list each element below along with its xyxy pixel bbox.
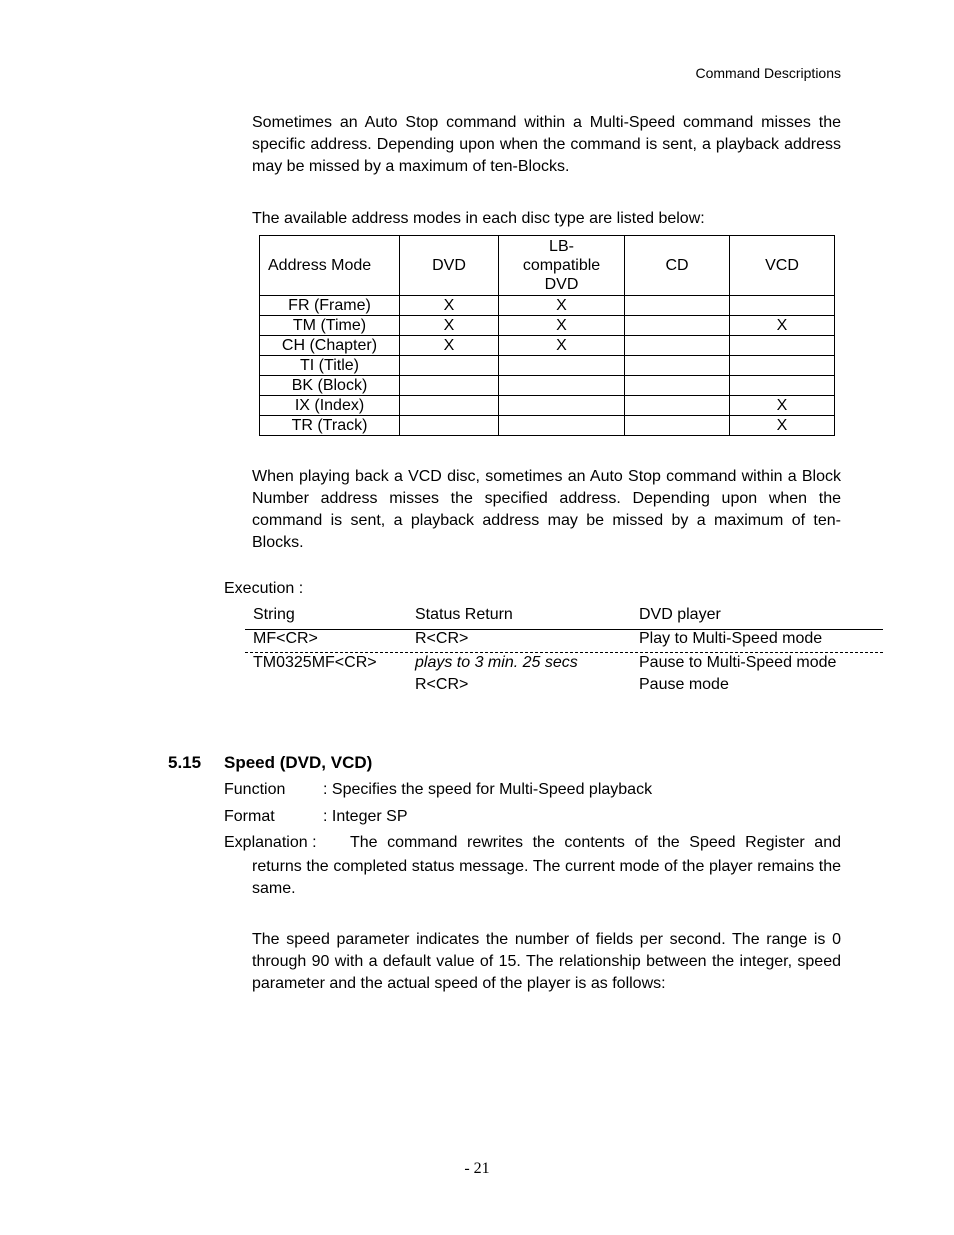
header-vcd: VCD [730, 236, 835, 296]
explanation-text: returns the completed status message. The current mode of the player remains the same. [252, 858, 841, 897]
cell-lb [499, 396, 625, 416]
exec-row2-status: plays to 3 min. 25 secs [415, 654, 578, 671]
cell-mode: TR (Track) [260, 416, 400, 436]
exec-col-player: DVD player [639, 606, 721, 623]
exec-row3-player: Pause mode [639, 676, 729, 693]
cell-mode: IX (Index) [260, 396, 400, 416]
address-mode-table [259, 235, 835, 436]
cell-dvd [400, 356, 499, 376]
cell-vcd [730, 296, 835, 316]
cell-mode: TI (Title) [260, 356, 400, 376]
exec-row-divider [245, 652, 883, 653]
function-label: Function [224, 781, 286, 798]
table-row [260, 336, 835, 356]
exec-row1-string: MF<CR> [253, 630, 318, 647]
exec-col-status: Status Return [415, 606, 513, 623]
cell-dvd [400, 416, 499, 436]
cell-vcd [730, 336, 835, 356]
speed-paragraph: The speed parameter indicates the number of fields per second. The range is 0 through 90 with a default value of 15. The relationship between the integer, speed parameter and the actual speed of the player is as follows: [252, 931, 841, 992]
exec-row1-player: Play to Multi-Speed mode [639, 630, 823, 647]
header-lb-line1: LB- [549, 238, 574, 255]
header-lb-line3: DVD [544, 276, 579, 293]
explanation-first-line: The command rewrites the contents of the Speed Register and [350, 834, 841, 851]
header-cd: CD [625, 236, 730, 296]
cell-cd [625, 356, 730, 376]
table-caption: The available address modes in each disc type are listed below: [252, 210, 705, 227]
header-lb-line2: compatible [522, 257, 601, 274]
cell-mode: TM (Time) [260, 316, 400, 336]
exec-row3-status: R<CR> [415, 676, 469, 693]
format-text: : Integer SP [323, 808, 408, 825]
exec-row2-string: TM0325MF<CR> [253, 654, 377, 671]
cell-lb [499, 416, 625, 436]
function-text: : Specifies the speed for Multi-Speed playback [323, 781, 653, 798]
cell-dvd: X [400, 316, 499, 336]
table-row [260, 296, 835, 316]
cell-dvd: X [400, 336, 499, 356]
table-row [260, 396, 835, 416]
table-header-row [260, 236, 835, 296]
cell-vcd [730, 376, 835, 396]
header-dvd: DVD [400, 236, 499, 296]
explanation-label: Explanation : [224, 834, 317, 851]
cell-dvd [400, 376, 499, 396]
table-row [260, 376, 835, 396]
format-label: Format [224, 808, 275, 825]
section-number: 5.15 [168, 753, 202, 772]
header-lb-compatible-dvd [499, 236, 625, 296]
cell-vcd: X [730, 316, 835, 336]
cell-cd [625, 396, 730, 416]
cell-vcd: X [730, 416, 835, 436]
cell-cd [625, 336, 730, 356]
cell-dvd [400, 396, 499, 416]
exec-row1-status: R<CR> [415, 630, 469, 647]
execution-label: Execution : [224, 580, 304, 597]
cell-vcd: X [730, 396, 835, 416]
cell-cd [625, 416, 730, 436]
cell-cd [625, 316, 730, 336]
cell-cd [625, 296, 730, 316]
table-row [260, 316, 835, 336]
table-row [260, 356, 835, 376]
cell-lb: X [499, 316, 625, 336]
intro-paragraph: Sometimes an Auto Stop command within a Multi-Speed command misses the specific address. Depending upon when the command is sent, a playback address may be missed by a maximum of ten-Blocks. [252, 114, 841, 175]
cell-lb [499, 356, 625, 376]
cell-lb: X [499, 336, 625, 356]
header-address-mode: Address Mode [260, 236, 400, 296]
cell-mode: FR (Frame) [260, 296, 400, 316]
page-number: - 21 [464, 1160, 490, 1177]
cell-mode: CH (Chapter) [260, 336, 400, 356]
table-row [260, 416, 835, 436]
section-title: Speed (DVD, VCD) [224, 753, 373, 772]
vcd-paragraph: When playing back a VCD disc, sometimes an Auto Stop command within a Block Number address misses the specified address. Depending upon when the command is sent, a playback address may be missed by a maximum of ten-Blocks. [252, 468, 841, 551]
cell-lb: X [499, 296, 625, 316]
cell-mode: BK (Block) [260, 376, 400, 396]
cell-cd [625, 376, 730, 396]
running-header: Command Descriptions [695, 65, 841, 81]
exec-col-string: String [253, 606, 295, 623]
cell-dvd: X [400, 296, 499, 316]
exec-row2-player: Pause to Multi-Speed mode [639, 654, 837, 671]
cell-vcd [730, 356, 835, 376]
cell-lb [499, 376, 625, 396]
